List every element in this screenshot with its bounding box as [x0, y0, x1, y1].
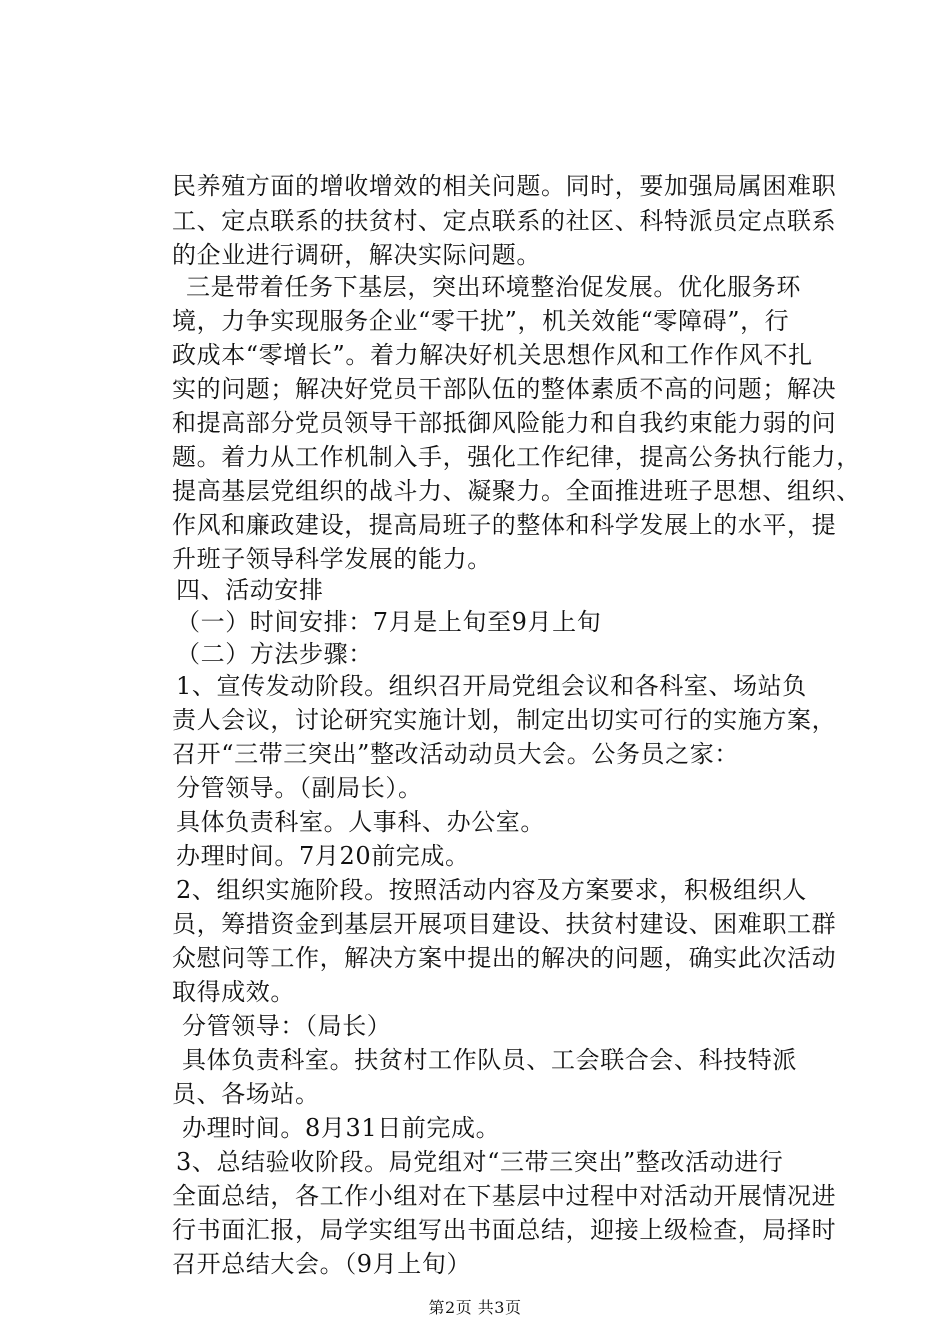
text-line-29: 办理时间。8月31日前完成。	[182, 1114, 501, 1142]
text-line-8: 和提高部分党员领导干部抵御风险能力和自我约束能力弱的问	[172, 409, 837, 437]
text-line-5: 境，力争实现服务企业“零干扰”，机关效能“零障碍”，行	[172, 307, 790, 335]
text-line-30: 3、总结验收阶段。局党组对“三带三突出”整改活动进行	[176, 1148, 784, 1176]
text-line-6: 政成本“零增长”。着力解决好机关思想作风和工作作风不扎	[172, 341, 813, 369]
section-heading: 四、活动安排	[176, 576, 324, 604]
text-line-11: 作风和廉政建设，提高局班子的整体和科学发展上的水平，提	[172, 511, 837, 539]
text-line-9: 题。着力从工作机制入手，强化工作纪律，提高公务执行能力，	[172, 443, 861, 471]
text-line-10: 提高基层党组织的战斗力、凝聚力。全面推进班子思想、组织、	[172, 477, 861, 505]
text-line-20: 具体负责科室。人事科、办公室。	[176, 808, 545, 836]
text-line-26: 分管领导：（局长）	[182, 1012, 392, 1040]
text-line-4: 三是带着任务下基层，突出环境整治促发展。优化服务环	[186, 273, 801, 301]
subheading-time: （一）时间安排：7月是上旬至9月上旬	[176, 608, 602, 636]
text-line-25: 取得成效。	[172, 978, 295, 1006]
text-line-23: 员，筹措资金到基层开展项目建设、扶贫村建设、困难职工群	[172, 910, 837, 938]
text-line-1: 民养殖方面的增收增效的相关问题。同时，要加强局属困难职	[172, 172, 837, 200]
page-number-footer: 第2页 共3页	[428, 1298, 522, 1317]
text-line-3: 的企业进行调研，解决实际问题。	[172, 241, 541, 269]
text-line-17: 责人会议，讨论研究实施计划，制定出切实可行的实施方案，	[172, 706, 837, 734]
text-line-31: 全面总结，各工作小组对在下基层中过程中对活动开展情况进	[172, 1182, 837, 1210]
text-line-19: 分管领导。（副局长）。	[176, 774, 423, 802]
text-line-24: 众慰问等工作，解决方案中提出的解决的问题，确实此次活动	[172, 944, 837, 972]
text-line-32: 行书面汇报，局学实组写出书面总结，迎接上级检查，局择时	[172, 1216, 837, 1244]
text-line-16: 1、宣传发动阶段。组织召开局党组会议和各科室、场站负	[176, 672, 807, 700]
text-line-22: 2、组织实施阶段。按照活动内容及方案要求，积极组织人	[176, 876, 807, 904]
text-line-12: 升班子领导科学发展的能力。	[172, 545, 492, 573]
text-line-27: 具体负责科室。扶贫村工作队员、工会联合会、科技特派	[182, 1046, 797, 1074]
text-line-33: 召开总结大会。（9月上旬）	[172, 1250, 472, 1278]
subheading-steps: （二）方法步骤：	[176, 640, 373, 668]
text-line-18: 召开“三带三突出”整改活动动员大会。公务员之家：	[172, 740, 739, 768]
text-line-28: 员、各场站。	[172, 1080, 320, 1108]
text-line-21: 办理时间。7月20前完成。	[176, 842, 470, 870]
text-line-7: 实的问题；解决好党员干部队伍的整体素质不高的问题；解决	[172, 375, 837, 403]
text-line-2: 工、定点联系的扶贫村、定点联系的社区、科特派员定点联系	[172, 207, 837, 235]
